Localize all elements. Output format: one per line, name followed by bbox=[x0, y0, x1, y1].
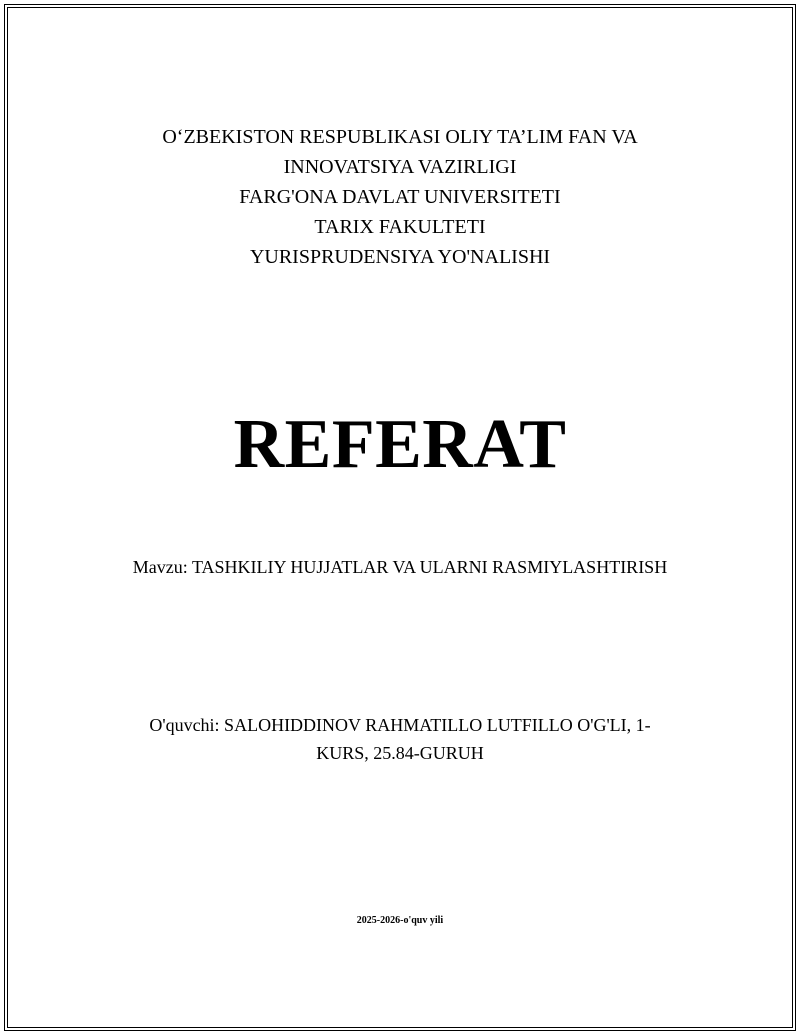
academic-year: 2025-2026-o'quv yili bbox=[356, 915, 444, 926]
specialty-name: YURISPRUDENSIYA YO'NALISHI bbox=[249, 246, 551, 268]
topic-line: Mavzu: TASHKILIY HUJJATLAR VA ULARNI RASMIYLASHTIRISH bbox=[132, 557, 668, 577]
faculty-name: TARIX FAKULTETI bbox=[314, 216, 486, 238]
university-name: FARG'ONA DAVLAT UNIVERSITETI bbox=[239, 186, 561, 208]
student-info bbox=[130, 711, 670, 767]
student-line-2: KURS, 25.84-GURUH bbox=[316, 743, 484, 763]
ministry-line-1: O‘ZBEKISTON RESPUBLIKASI OLIY TA’LIM FAN VA bbox=[162, 126, 638, 148]
institution-header bbox=[0, 122, 800, 272]
ministry-line-2: INNOVATSIYA VAZIRLIGI bbox=[283, 156, 517, 178]
document-title: REFERAT bbox=[233, 406, 567, 483]
student-line-1: O'quvchi: SALOHIDDINOV RAHMATILLO LUTFILLO O'G'LI, 1- bbox=[149, 715, 651, 735]
